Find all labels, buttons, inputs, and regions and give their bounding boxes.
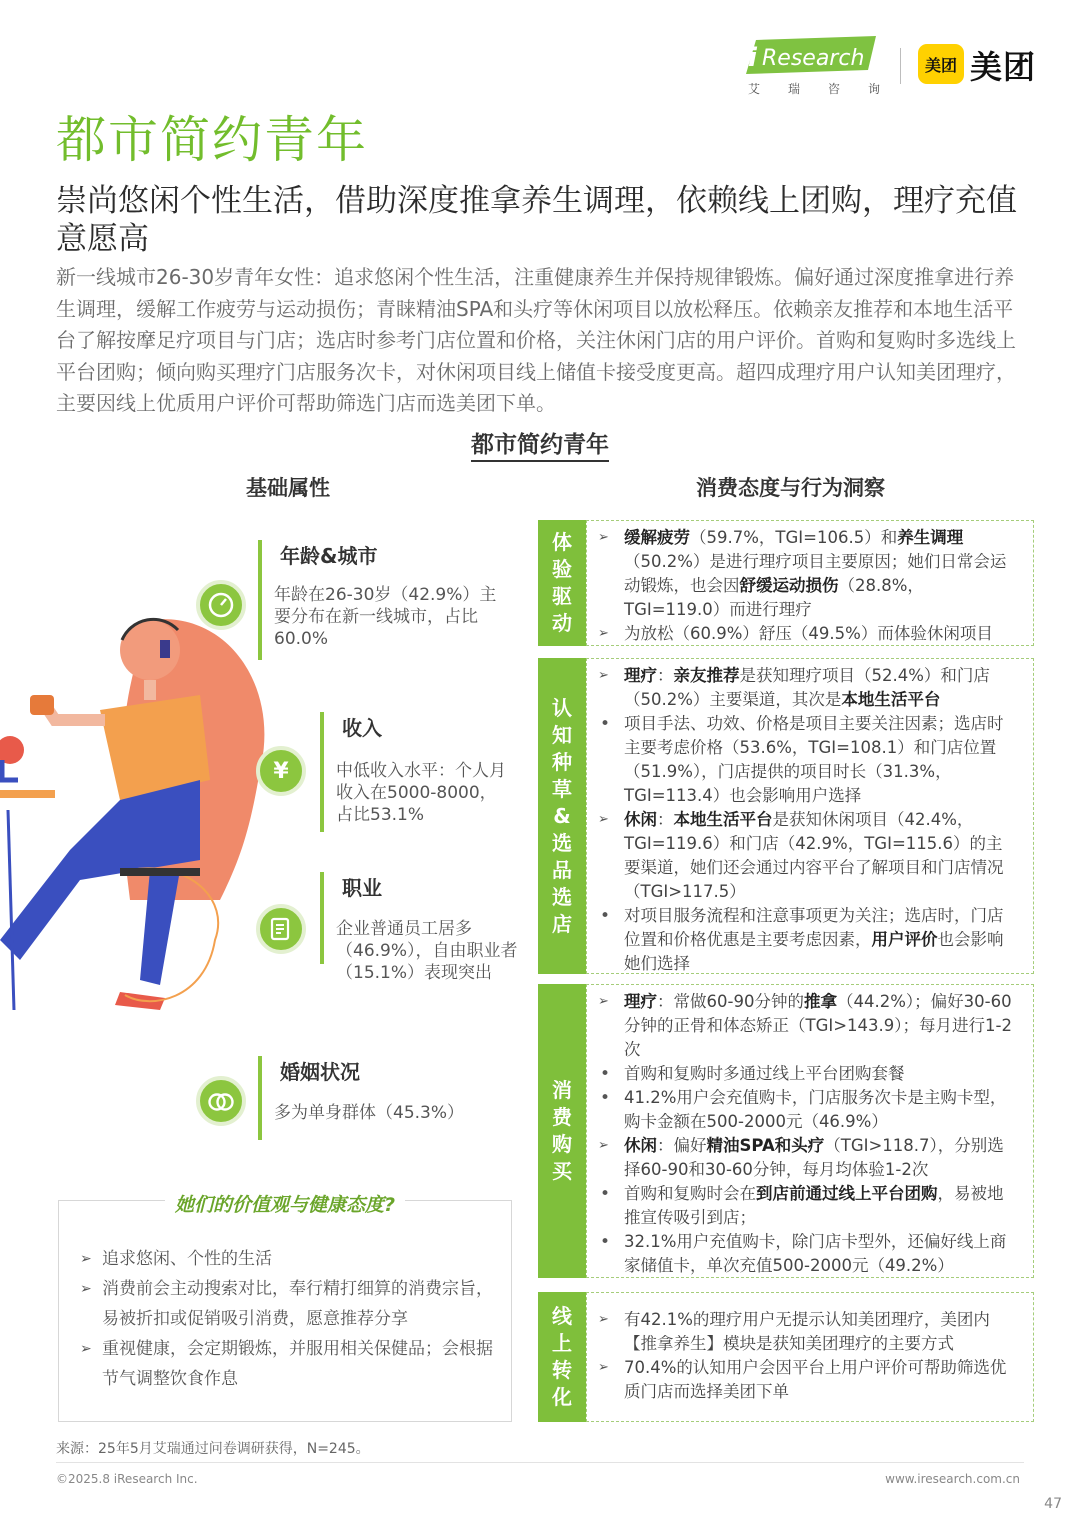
copyright: ©2025.8 iResearch Inc. xyxy=(56,1472,198,1486)
intro-paragraph: 新一线城市26-30岁青年女性：追求悠闲个性生活，注重健康养生并保持规律锻炼。偏好通过深度推拿进行养生调理，缓解工作疲劳与运动损伤；青睐精油SPA和头疗等休闲项目以放松释压。依赖亲友推荐和本地生活平台了解按摩足疗项目与门店；选店时参考门店位置和价格，关注休闲门店的用户评价。首购和复购时多选线上平台团购；倾向购买理疗门店服务次卡，对休闲项目线上储值卡接受度更高。超四成理疗用户认知美团理疗，主要因线上优质用户评价可帮助筛选门店而选美团下单。 xyxy=(56,265,1016,415)
page-subtitle: 崇尚悠闲个性生活，借助深度推拿养生调理，依赖线上团购，理疗充值意愿高 xyxy=(56,183,1017,257)
source-note: 来源：25年5月艾瑞通过问卷调研获得，N=245。 xyxy=(56,1441,370,1457)
meituan-logo-text: 美团 xyxy=(970,48,1037,86)
page-title: 都市简约青年 xyxy=(56,111,368,169)
list-item: • 41.2%用户会充值购卡，门店服务次卡是主购卡型，购卡金额在500-2000元（46.9%） xyxy=(598,1086,1018,1134)
yen-icon: ¥ xyxy=(256,746,306,796)
list-item: ➢ 休闲：本地生活平台是获知休闲项目（42.4%，TGI=119.6）和门店（42.9%，TGI=115.6）的主要渠道，她们还会通过内容平台了解项目和门店情况（TGI>117.5） xyxy=(598,808,1018,904)
iresearch-subtitle: 艾 瑞 咨 询 xyxy=(748,82,880,96)
values-list xyxy=(80,1244,500,1394)
right-column-heading: 消费态度与行为洞察 xyxy=(696,476,885,500)
attr-marriage-title: 婚姻状况 xyxy=(280,1060,360,1084)
attr-income-text: 中低收入水平：个人月收入在5000-8000，占比53.1% xyxy=(336,761,506,825)
list-item: ➢ 理疗：常做60-90分钟的推拿（44.2%）；偏好30-60分钟的正骨和体态矫正（TGI>143.9）；每月进行1-2次 xyxy=(598,990,1018,1062)
clock-icon xyxy=(196,580,246,630)
row-items-awareness xyxy=(598,664,1018,976)
list-item: ➢ 理疗：亲友推荐是获知理疗项目（52.4%）和门店（50.2%）主要渠道，其次是本地生活平台 xyxy=(598,664,1018,712)
list-item: • 32.1%用户充值购卡，除门店卡型外，还偏好线上商家储值卡，单次充值500-2000元（49.2%） xyxy=(598,1230,1018,1278)
list-item: ➢ 重视健康，会定期锻炼，并服用相关保健品；会根据节气调整饮食作息 xyxy=(80,1334,500,1394)
attr-income-title: 收入 xyxy=(342,716,382,740)
section-title: 都市简约青年 xyxy=(0,426,1080,459)
list-item: ➢ 有42.1%的理疗用户无提示认知美团理疗，美团内【推拿养生】模块是获知美团理疗的主要方式 xyxy=(598,1308,1018,1356)
list-item: ➢ 消费前会主动搜索对比，奉行精打细算的消费宗旨，易被折扣或促销吸引消费，愿意推荐分享 xyxy=(80,1274,500,1334)
values-title: 她们的价值观与健康态度? xyxy=(58,1190,512,1217)
list-item: • 首购和复购时多通过线上平台团购套餐 xyxy=(598,1062,1018,1086)
row-items-experience xyxy=(598,526,1018,646)
row-label-awareness: 认 知 种 草 & 选 品 选 店 xyxy=(538,658,586,974)
attr-job-text: 企业普通员工居多（46.9%），自由职业者（15.1%）表现突出 xyxy=(336,919,518,983)
attr-job-title: 职业 xyxy=(342,876,382,900)
page-number: 47 xyxy=(1044,1496,1062,1512)
row-items-conversion xyxy=(598,1308,1018,1404)
row-label-conversion: 线 上 转 化 xyxy=(538,1292,586,1422)
woman-illustration xyxy=(0,600,300,1020)
footer-divider xyxy=(56,1462,1024,1463)
attr-marriage-text: 多为单身群体（45.3%） xyxy=(274,1103,465,1123)
notepad-icon xyxy=(256,904,306,954)
list-item: ➢ 休闲：偏好精油SPA和头疗（TGI>118.7），分别选择60-90和30-60分钟，每月均体验1-2次 xyxy=(598,1134,1018,1182)
list-item: ➢ 70.4%的认知用户会因平台上用户评价可帮助筛选优质门店而选择美团下单 xyxy=(598,1356,1018,1404)
row-label-purchase: 消 费 购 买 xyxy=(538,984,586,1278)
list-item: ➢ 为放松（60.9%）舒压（49.5%）而体验休闲项目 xyxy=(598,622,1018,646)
ir-logo-i: i xyxy=(748,43,757,73)
list-item: • 项目手法、功效、价格是项目主要关注因素；选店时主要考虑价格（53.6%，TGI=108.1）和门店位置（51.9%），门店提供的项目时长（31.3%，TGI=113.4）也会影响用户选择 xyxy=(598,712,1018,808)
list-item: • 对项目服务流程和注意事项更为关注；选店时，门店位置和价格优惠是主要考虑因素，用户评价也会影响她们选择 xyxy=(598,904,1018,976)
list-item: ➢ 缓解疲劳（59.7%，TGI=106.5）和养生调理（50.2%）是进行理疗项目主要原因；她们日常会运动锻炼，也会因舒缓运动损伤（28.8%，TGI=119.0）而进行理疗 xyxy=(598,526,1018,622)
logo-divider xyxy=(900,48,901,84)
iresearch-logo xyxy=(746,36,876,76)
attr-age-text: 年龄在26-30岁（42.9%）主要分布在新一线城市，占比60.0% xyxy=(274,585,497,649)
left-column-heading: 基础属性 xyxy=(246,476,330,500)
meituan-logo-badge: 美团 xyxy=(918,44,964,84)
list-item: ➢ 追求悠闲、个性的生活 xyxy=(80,1244,500,1274)
ir-logo-text: Research xyxy=(762,46,865,71)
list-item: • 首购和复购时会在到店前通过线上平台团购，易被地推宣传吸引到店； xyxy=(598,1182,1018,1230)
attr-age-title: 年龄&城市 xyxy=(280,544,378,568)
website-link[interactable]: www.iresearch.com.cn xyxy=(885,1472,1020,1486)
row-label-experience: 体 验 驱 动 xyxy=(538,520,586,646)
row-items-purchase xyxy=(598,990,1018,1278)
rings-icon xyxy=(196,1076,246,1126)
